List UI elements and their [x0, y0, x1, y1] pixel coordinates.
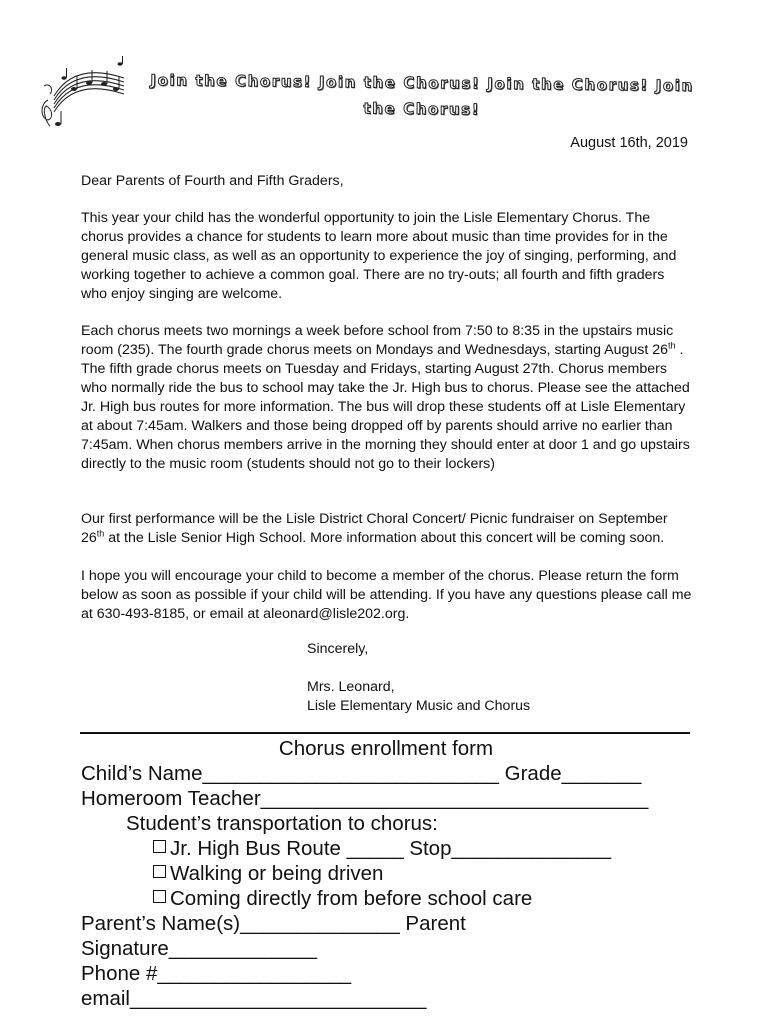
paragraph-schedule-part1: Each chorus meets two mornings a week before school from 7:50 to 8:35 in the upstairs music room (235). The fourth grade chorus meets on Mondays and Wednesdays, starting August 26 [81, 323, 674, 358]
signer-name: Mrs. Leonard, [307, 679, 395, 695]
bus-option-label: Jr. High Bus Route _____ Stop______________ [170, 837, 612, 860]
music-notes-icon [34, 56, 134, 128]
homeroom-teacher-field[interactable]: Homeroom Teacher__________________________________ [81, 787, 649, 810]
paragraph-performance-part1: Our first performance will be the Lisle District Choral Concert/ Picnic fundraiser on September 26 [81, 511, 668, 546]
phone-email-field[interactable]: Phone #_________________ email__________________________ [81, 962, 427, 1010]
signature-block [307, 678, 530, 716]
option-care-row [81, 886, 701, 911]
paragraph-intro: This year your child has the wonderful opportunity to join the Lisle Elementary Chorus. The chorus provides a chance for students to learn more about music than time provides for in the general music class, as well as an opportunity to experience the joy of singing, performing, and working together to achieve a common goal. There are no try-outs; all fourth and fifth graders who enjoy singing are welcome. [81, 210, 677, 302]
ordinal-suffix: th [96, 528, 105, 539]
paragraph-schedule-part2: . The fifth grade chorus meets on Tuesday and Fridays, starting August 27th. Chorus members who normally ride the bus to school may take the Jr. High bus to chorus. Please see the attached Jr. High bus routes for more information. The bus will drop these students off at Lisle Elementary at about 7:45am. Walkers and those being dropped off by parents should arrive no earlier than 7:45am. When chorus members arrive in the morning they should enter at door 1 and go upstairs directly to the music room (students should not go to their lockers) [81, 342, 690, 472]
care-option-label: Coming directly from before school care [170, 887, 533, 910]
paragraph-schedule [81, 322, 693, 474]
divider [80, 732, 690, 734]
paragraph-performance-part2: at the Lisle Senior High School. More information about this concert will be coming soon. [104, 530, 665, 546]
parent-name-signature-field[interactable]: Parent’s Name(s)______________ Parent Signature_____________ [81, 912, 466, 960]
walk-checkbox[interactable] [153, 865, 166, 878]
ordinal-suffix: th [668, 340, 676, 351]
paragraph-request: I hope you will encourage your child to become a member of the chorus. Please return the form below as soon as possible if your child will be attending. If you have any questions please call me at 630-493-8185, or email at aleonard@lisle202.org. [81, 568, 692, 622]
option-bus-row [81, 836, 701, 861]
bus-checkbox[interactable] [153, 840, 166, 853]
transport-heading: Student’s transportation to chorus: [126, 812, 438, 835]
child-name-grade-field[interactable]: Child’s Name__________________________ Grade_______ [81, 762, 642, 785]
walk-option-label: Walking or being driven [170, 862, 384, 885]
banner-title: Join the Chorus! Join the Chorus! Join the Chorus! Join the Chorus! [150, 71, 694, 119]
option-walk-row [81, 861, 701, 886]
paragraph-performance [81, 510, 693, 548]
salutation: Dear Parents of Fourth and Fifth Graders, [81, 173, 344, 189]
form-title: Chorus enrollment form [278, 737, 494, 760]
signer-title: Lisle Elementary Music and Chorus [307, 698, 531, 714]
care-checkbox[interactable] [153, 890, 166, 903]
enrollment-form [81, 736, 701, 1011]
letter-date: August 16th, 2019 [570, 135, 688, 151]
closing: Sincerely, [307, 641, 369, 657]
